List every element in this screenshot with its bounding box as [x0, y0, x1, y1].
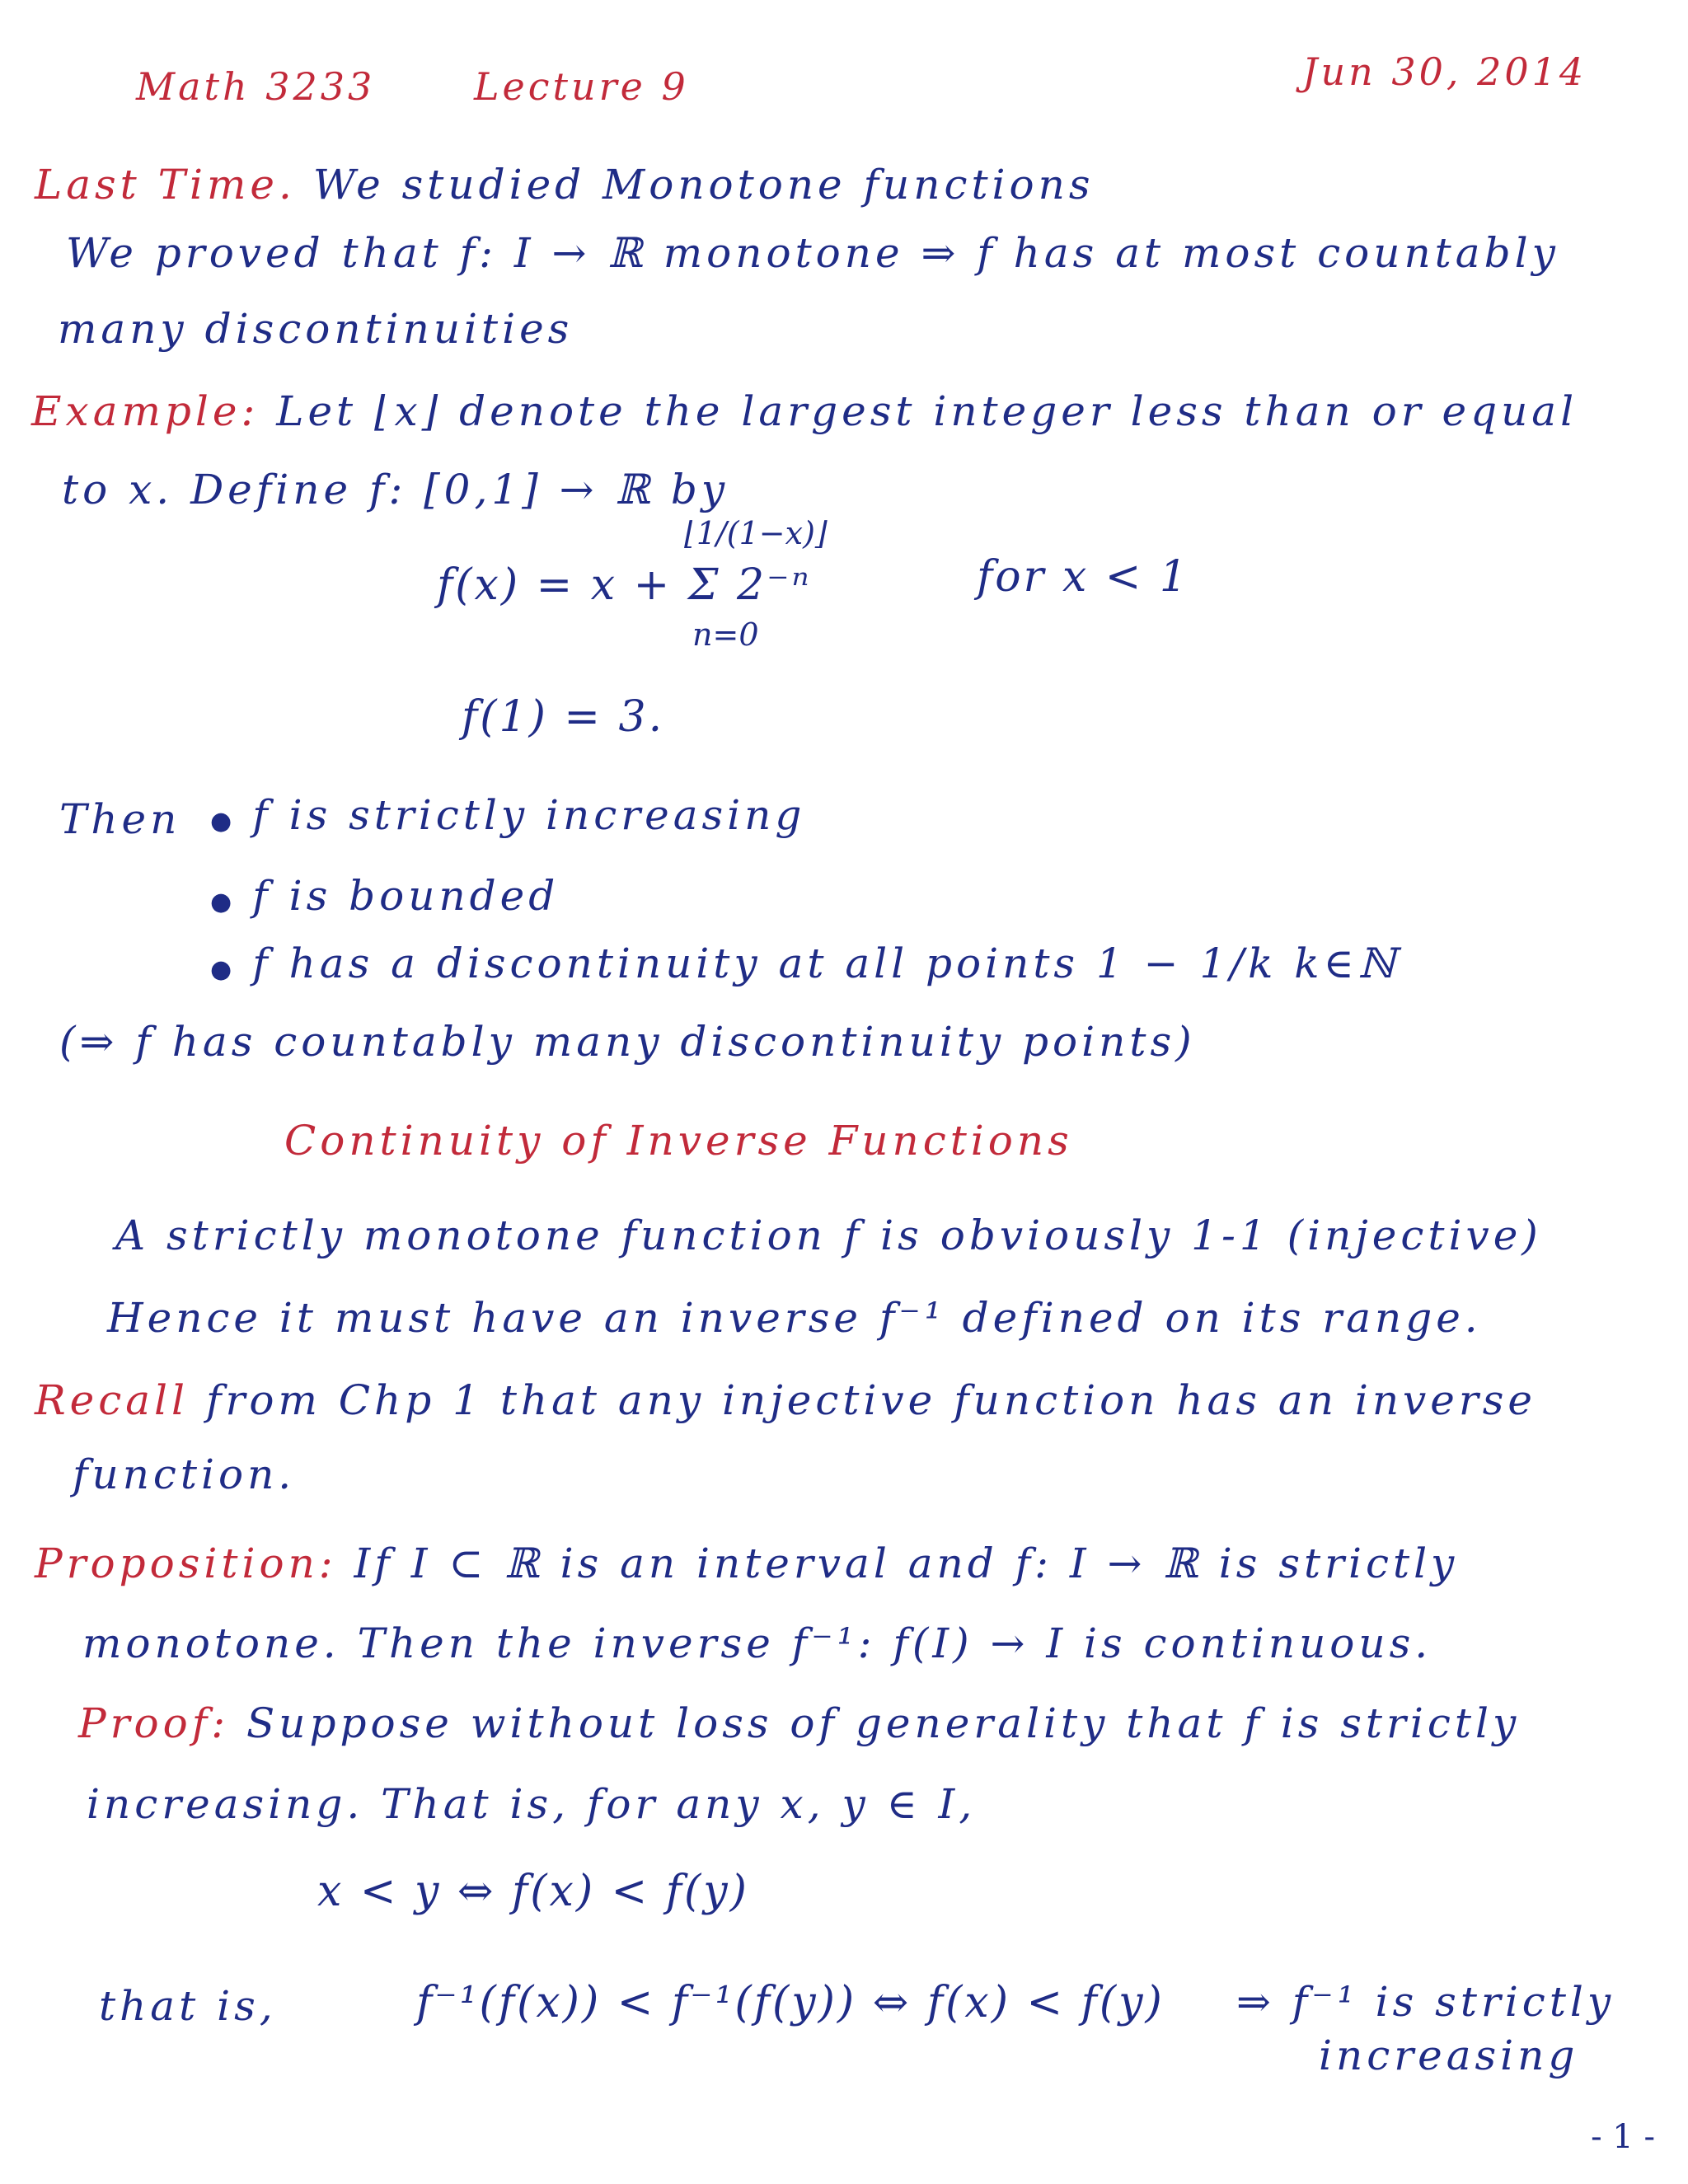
formula-f1: f(1) = 3. — [462, 692, 665, 742]
bullet-1: ● f is strictly increasing — [210, 791, 806, 839]
inverse-line2: Hence it must have an inverse f⁻¹ defined on its range. — [107, 1294, 1482, 1342]
proposition-label: Proposition: — [35, 1540, 337, 1587]
last-time-text1: We studied Monotone functions — [312, 161, 1095, 209]
sum-lower-limit: n=0 — [692, 616, 759, 653]
bullet-dot-icon: ● — [210, 888, 237, 916]
example-line2: to x. Define f: [0,1] → ℝ by — [62, 466, 729, 513]
last-time-line2: We proved that f: I → ℝ monotone ⇒ f has at most countably — [66, 229, 1559, 277]
proof-note-2: increasing — [1319, 2032, 1579, 2079]
bullet-dot-icon: ● — [210, 955, 237, 984]
then-label: Then — [59, 795, 181, 843]
sum-upper-limit: ⌊1/(1−x)⌋ — [684, 515, 828, 551]
example-text1: Let ⌊x⌋ denote the largest integer less than or equal — [276, 387, 1578, 435]
proposition-line2: monotone. Then the inverse f⁻¹: f(I) → I is continuous. — [82, 1619, 1432, 1667]
proof-line2: increasing. That is, for any x, y ∈ I, — [87, 1780, 977, 1828]
then-conclusion: (⇒ f has countably many discontinuity points) — [59, 1018, 1196, 1066]
recall-line2: function. — [73, 1451, 296, 1498]
last-time-line3: many discontinuities — [58, 305, 574, 353]
example-line1 — [31, 387, 1578, 435]
proposition-line1 — [35, 1540, 1458, 1587]
last-time-line1 — [35, 161, 1095, 209]
recall-line1 — [35, 1376, 1536, 1424]
proposition-text1: If I ⊂ ℝ is an interval and f: I → ℝ is strictly — [354, 1540, 1459, 1587]
inverse-line1: A strictly monotone function f is obviously 1-1 (injective) — [115, 1212, 1542, 1259]
proof-equivalence-1: x < y ⇔ f(x) < f(y) — [317, 1867, 749, 1916]
last-time-label: Last Time. — [35, 161, 296, 209]
course-label: Math 3233 — [136, 64, 376, 109]
bullet-2: ● f is bounded — [210, 872, 560, 920]
formula-f: f(x) = x + Σ 2⁻ⁿ — [437, 560, 812, 610]
proof-text1: Suppose without loss of generality that f is strictly — [246, 1699, 1521, 1747]
section-title: Continuity of Inverse Functions — [284, 1117, 1073, 1165]
recall-text1: from Chp 1 that any injective function has an inverse — [205, 1376, 1537, 1424]
example-label: Example: — [31, 387, 260, 435]
formula-condition: for x < 1 — [977, 552, 1189, 602]
proof-line1 — [78, 1699, 1520, 1747]
date-label: Jun 30, 2014 — [1302, 49, 1587, 94]
proof-label: Proof: — [78, 1699, 230, 1747]
proof-that-is: that is, — [99, 1982, 277, 2030]
proof-note-1: ⇒ f⁻¹ is strictly — [1236, 1978, 1615, 2026]
lecture-label: Lecture 9 — [474, 64, 689, 109]
bullet-dot-icon: ● — [210, 807, 237, 836]
page-number: - 1 - — [1591, 2118, 1655, 2156]
proof-equivalence-2: f⁻¹(f(x)) < f⁻¹(f(y)) ⇔ f(x) < f(y) — [416, 1978, 1165, 2027]
bullet-3: ● f has a discontinuity at all points 1 − 1/k k∈ℕ — [210, 940, 1400, 987]
recall-label: Recall — [35, 1376, 190, 1424]
